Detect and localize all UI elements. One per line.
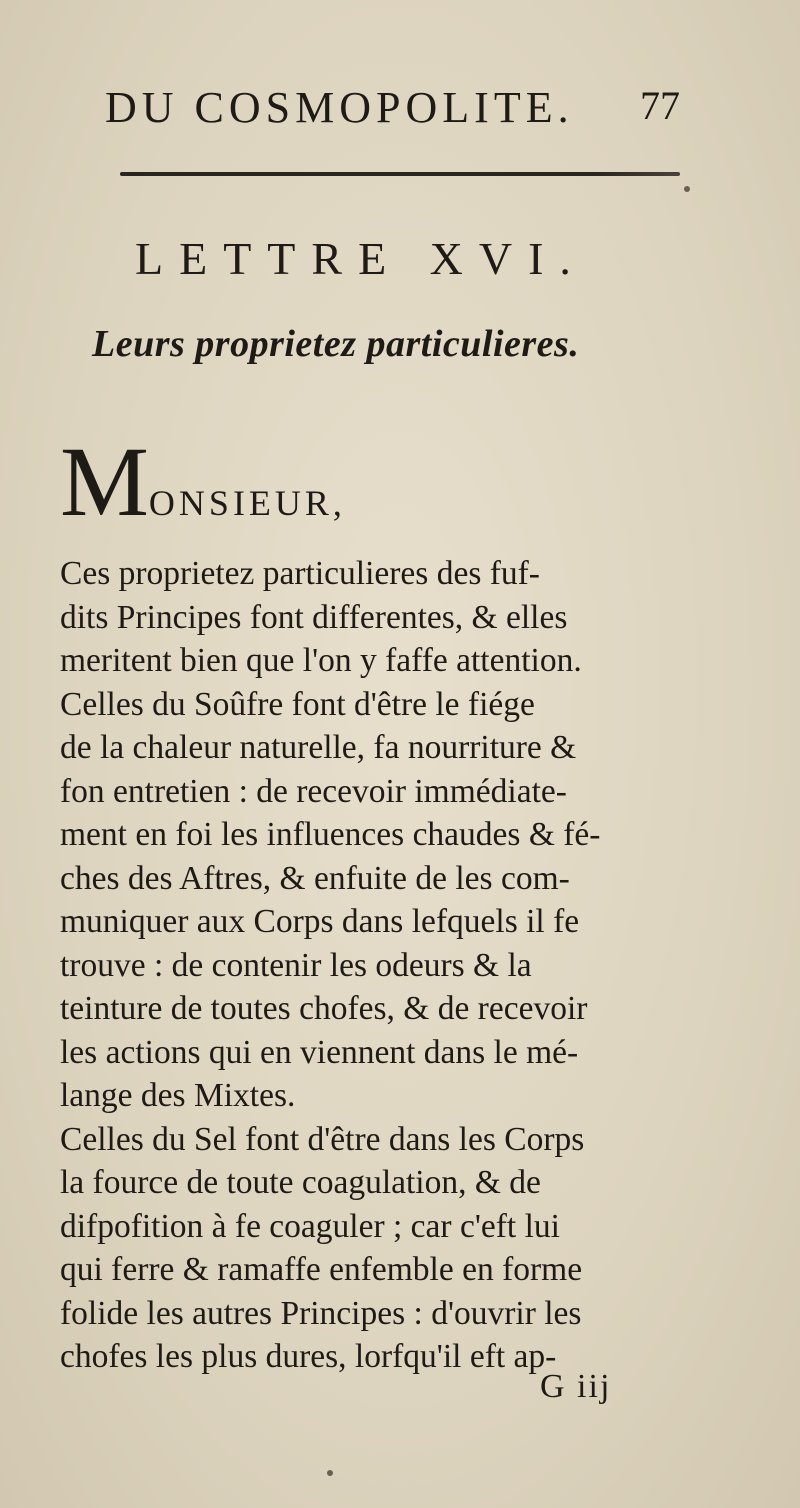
body-line: folide les autres Principes : d'ouvrir les (60, 1294, 582, 1332)
body-line: Ces proprietez particulieres des fuf- (60, 555, 540, 592)
body-line: de la chaleur naturelle, fa nourriture & (60, 729, 577, 766)
drop-initial: M (60, 426, 149, 537)
body-line: Celles du Sel font d'être dans les Corps (60, 1120, 585, 1158)
body-line: trouve : de contenir les odeurs & la (60, 946, 532, 984)
body-line: difpofition à fe coaguler ; car c'eft lui (60, 1207, 560, 1245)
body-line: qui ferre & ramaffe enfemble en forme (60, 1251, 583, 1288)
body-line: ment en foi les influences chaudes & fé- (60, 816, 601, 853)
body-text (60, 552, 740, 1379)
signature-mark: G iij (540, 1368, 612, 1405)
body-line: Celles du Soûfre font d'être le fiége (60, 685, 535, 723)
letter-title: LETTRE XVI. (135, 233, 587, 284)
letter-subtitle: Leurs proprietez particulieres. (92, 323, 580, 365)
body-line: la fource de toute coagulation, & de (60, 1164, 541, 1201)
ink-speck (327, 1470, 333, 1476)
running-title: DU COSMOPOLITE. (105, 83, 574, 132)
salutation-rest: ONSIEUR, (148, 483, 346, 523)
body-line: muniquer aux Corps dans lefquels il fe (60, 903, 580, 940)
body-line: lange des Mixtes. (60, 1077, 296, 1114)
body-line: meritent bien que l'on y faffe attention. (60, 642, 582, 679)
page-number: 77 (640, 83, 680, 128)
body-line: fon entretien : de recevoir immédiate- (60, 772, 567, 810)
salutation (60, 426, 346, 537)
ink-speck (684, 186, 690, 192)
body-line: chofes les plus dures, lorfqu'il eft ap- (60, 1338, 557, 1375)
header-rule (120, 172, 680, 176)
body-line: les actions qui en viennent dans le mé- (60, 1033, 579, 1071)
body-line: ches des Aftres, & enfuite de les com- (60, 859, 570, 897)
body-line: dits Principes font differentes, & elles (60, 598, 568, 636)
body-line: teinture de toutes chofes, & de recevoir (60, 990, 588, 1027)
